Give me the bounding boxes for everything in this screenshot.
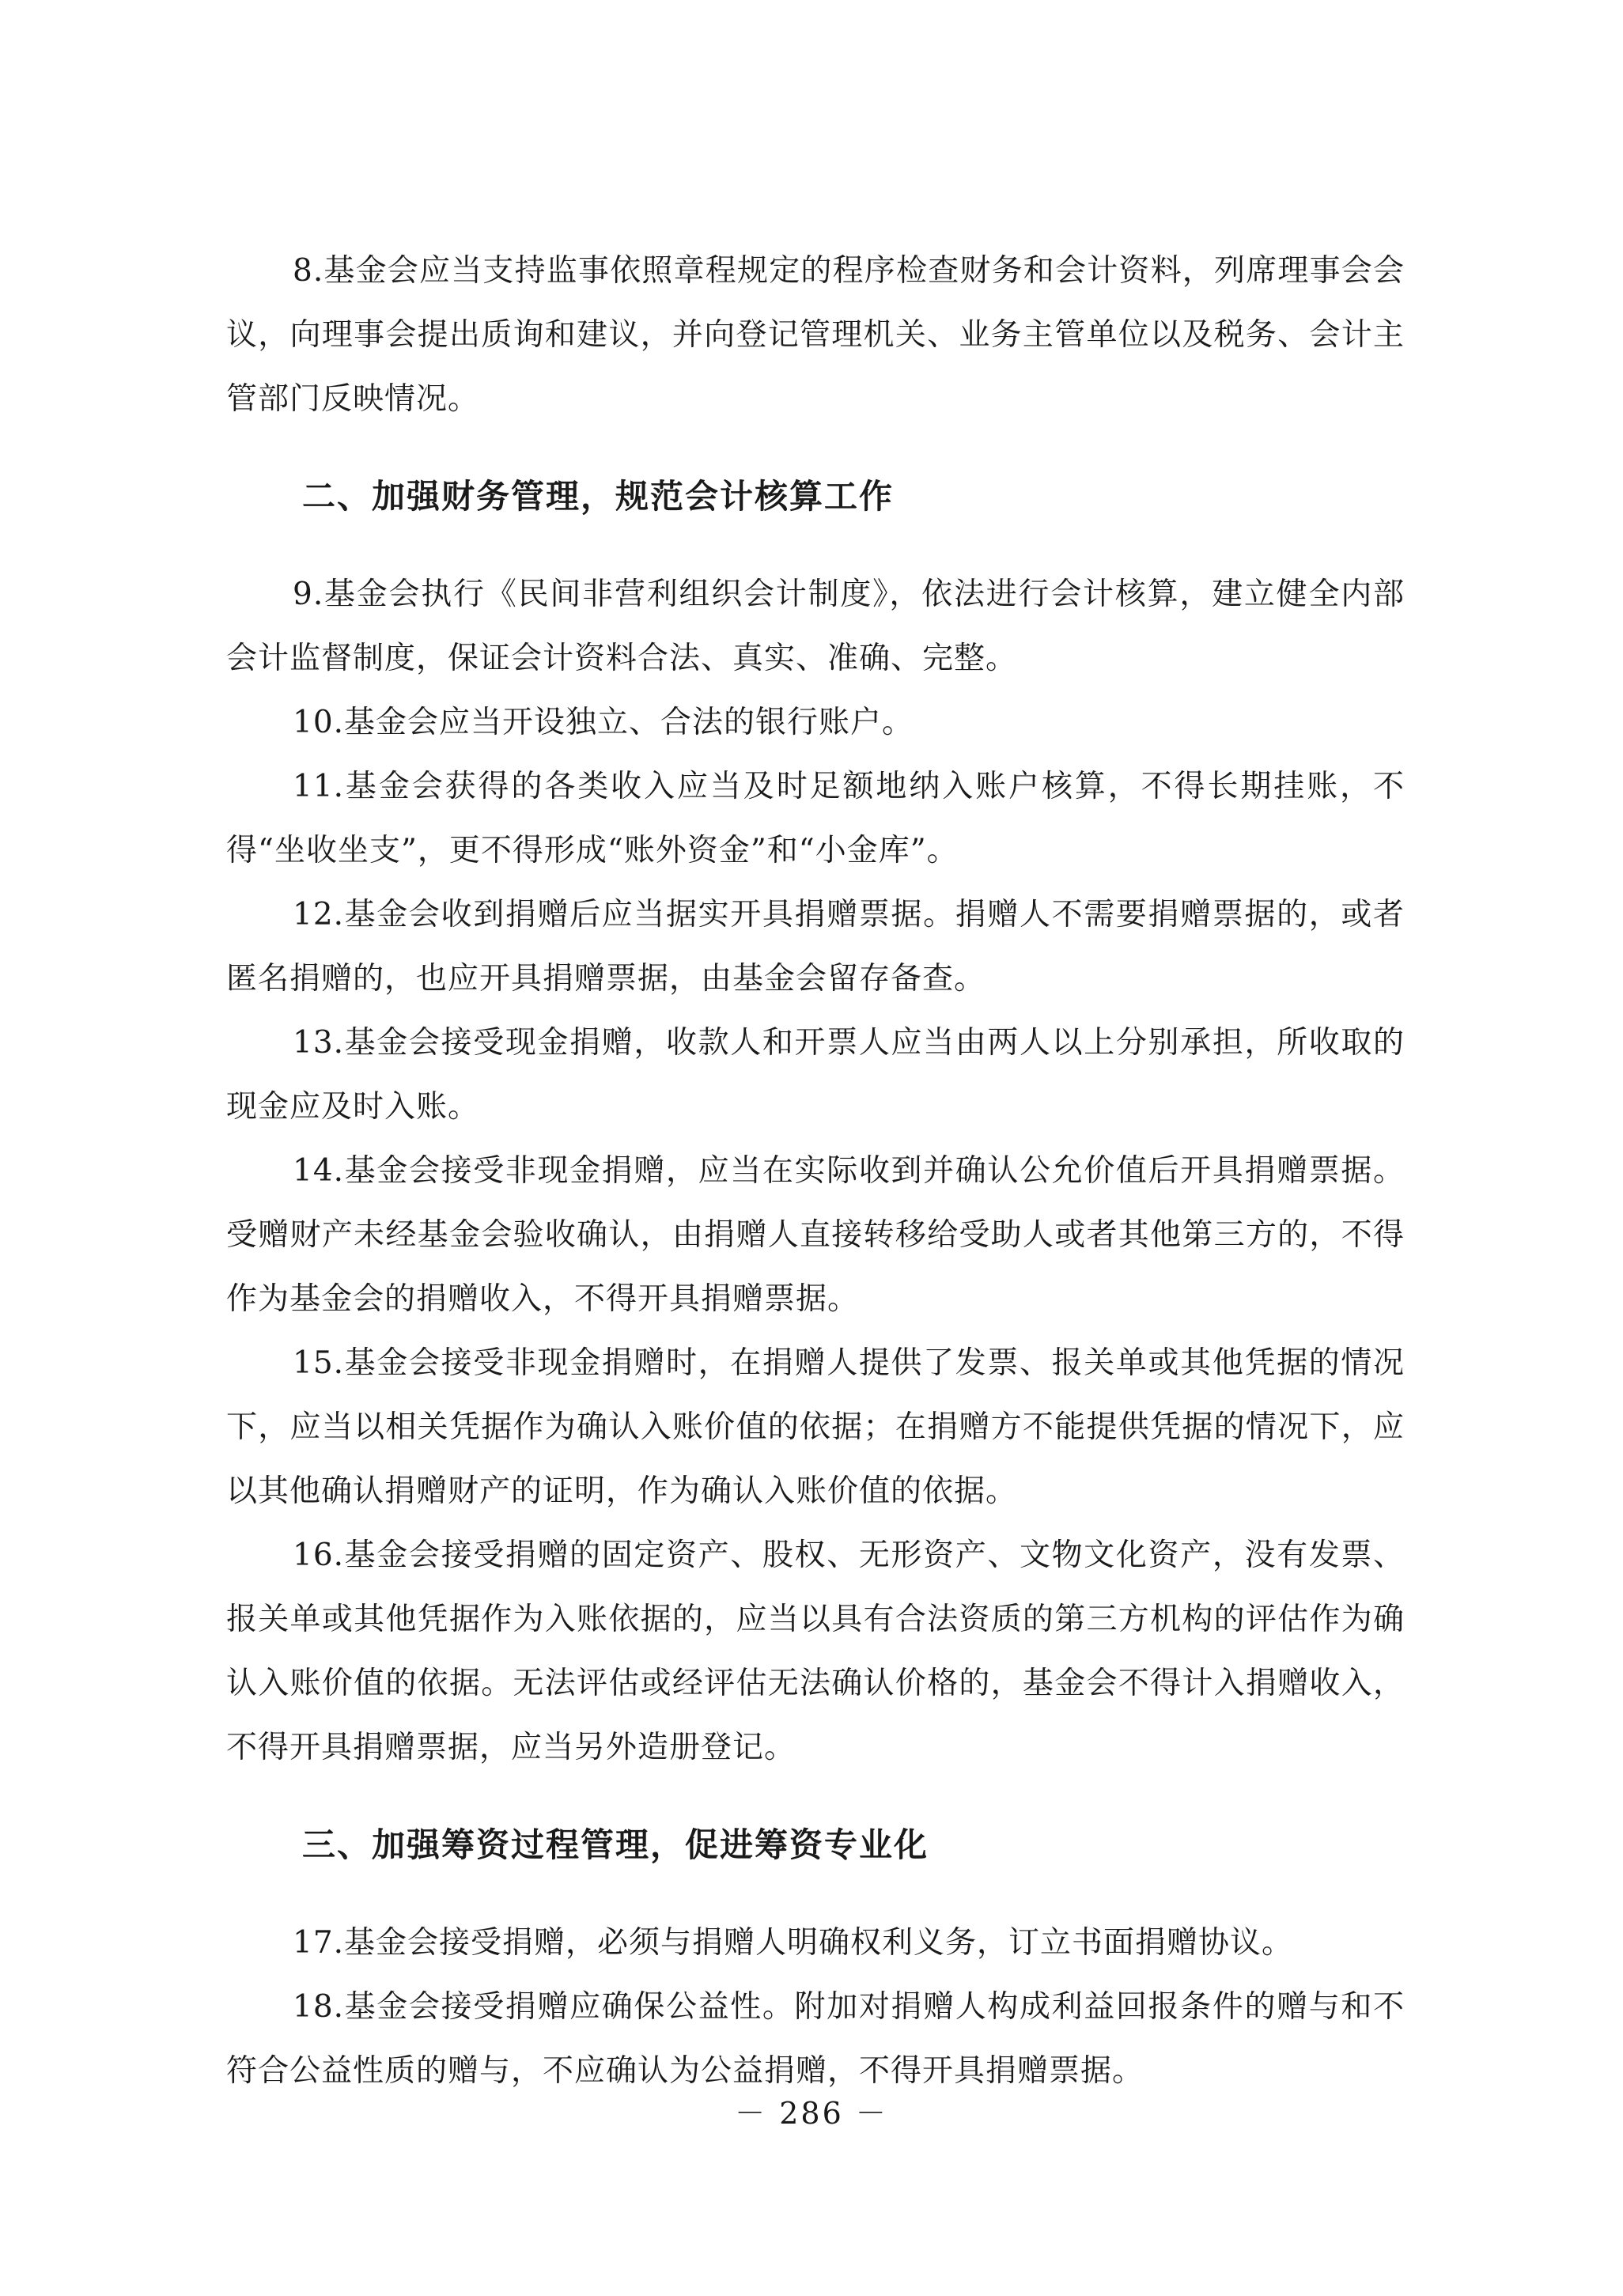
document-body xyxy=(226,239,1405,2103)
section-heading-3: 三、加强筹资过程管理，促进筹资专业化 xyxy=(302,1825,929,1864)
paragraph-16: 16.基金会接受捐赠的固定资产、股权、无形资产、文物文化资产，没有发票、报关单或其他凭据作为入账依据的，应当以具有合法资质的第三方机构的评估作为确认入账价值的依据。无法评估或经评估无法确认价格的，基金会不得计入捐赠收入，不得开具捐赠票据，应当另外造册登记。 xyxy=(226,1538,1405,1765)
paragraph-15: 15.基金会接受非现金捐赠时，在捐赠人提供了发票、报关单或其他凭据的情况下，应当以相关凭据作为确认入账价值的依据；在捐赠方不能提供凭据的情况下，应以其他确认捐赠财产的证明，作为确认入账价值的依据。 xyxy=(226,1345,1405,1509)
paragraph-8: 8.基金会应当支持监事依照章程规定的程序检查财务和会计资料，列席理事会会议，向理事会提出质询和建议，并向登记管理机关、业务主管单位以及税务、会计主管部门反映情况。 xyxy=(226,253,1405,417)
section-heading-2: 二、加强财务管理，规范会计核算工作 xyxy=(302,477,895,516)
paragraph-9: 9.基金会执行《民间非营利组织会计制度》，依法进行会计核算，建立健全内部会计监督制度，保证会计资料合法、真实、准确、完整。 xyxy=(226,577,1405,676)
paragraph-18: 18.基金会接受捐赠应确保公益性。附加对捐赠人构成利益回报条件的赠与和不符合公益性质的赠与，不应确认为公益捐赠，不得开具捐赠票据。 xyxy=(226,1989,1405,2089)
paragraph-12: 12.基金会收到捐赠后应当据实开具捐赠票据。捐赠人不需要捐赠票据的，或者匿名捐赠的，也应开具捐赠票据，由基金会留存备查。 xyxy=(226,897,1405,997)
paragraph-10: 10.基金会应当开设独立、合法的银行账户。 xyxy=(293,705,914,740)
paragraph-17: 17.基金会接受捐赠，必须与捐赠人明确权利义务，订立书面捐赠协议。 xyxy=(293,1925,1294,1961)
paragraph-13: 13.基金会接受现金捐赠，收款人和开票人应当由两人以上分别承担，所收取的现金应及时入账。 xyxy=(226,1025,1405,1125)
paragraph-14: 14.基金会接受非现金捐赠，应当在实际收到并确认公允价值后开具捐赠票据。受赠财产未经基金会验收确认，由捐赠人直接转移给受助人或者其他第三方的，不得作为基金会的捐赠收入，不得开具捐赠票据。 xyxy=(226,1153,1405,1317)
paragraph-11: 11.基金会获得的各类收入应当及时足额地纳入账户核算，不得长期挂账，不得“坐收坐支”，更不得形成“账外资金”和“小金库”。 xyxy=(226,769,1405,868)
page-number: － 286 － xyxy=(735,2096,888,2131)
